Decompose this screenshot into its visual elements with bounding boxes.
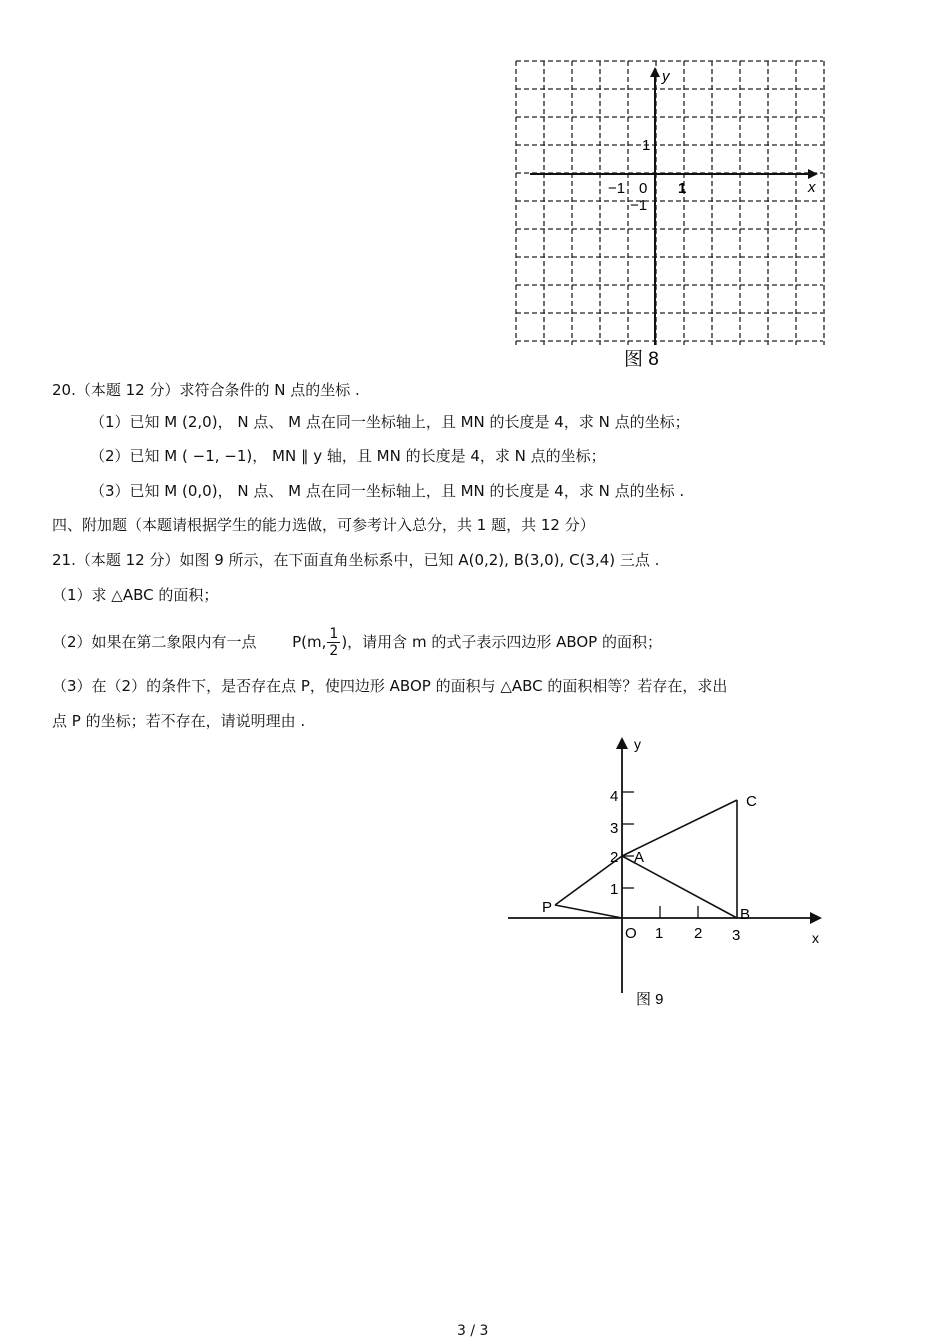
fig9-y-tick-label-3: 3	[610, 820, 619, 837]
fig8-caption: 图 8	[624, 349, 659, 370]
q21-item-3-line-1: （3）在（2）的条件下，是否存在点 P，使四边形 ABOP 的面积与 △ABC 的面积相等？若存在，求出	[52, 677, 728, 695]
fig9-x-tick-label-1: 1	[655, 925, 664, 942]
q21-item-2-post: ，请用含 m 的式子表示四边形 ABOP 的面积；	[347, 633, 662, 651]
q21-title: 21.（本题 12 分）如图 9 所示，在下面直角坐标系中，已知 A(0,2), B(3,0), C(3,4) 三点 .	[52, 551, 660, 569]
q20-item-2: （2）已知 M ( −1, −1)， MN ∥ y 轴，且 MN 的长度是 4，求 N 点的坐标；	[90, 447, 606, 465]
fig9-y-axis-label: y	[634, 736, 641, 752]
fig8-origin: 0	[639, 180, 648, 197]
fig8-tick-neg-one-x: −1	[608, 180, 626, 197]
section-4-title: 四、附加题（本题请根据学生的能力选做，可参考计入总分，共 1 题，共 12 分）	[52, 516, 595, 534]
q21-fraction-den: 2	[329, 643, 339, 659]
q21-point-p-pre: P(m,	[292, 633, 327, 651]
q21-item-2-pre: （2）如果在第二象限内有一点	[52, 633, 257, 651]
figure-8-grid	[510, 55, 830, 375]
q21-item-2	[52, 620, 662, 664]
fig9-x-axis-label: x	[812, 930, 819, 946]
fig9-point-label-c: C	[746, 793, 757, 810]
fig8-tick-one-x: 1	[678, 180, 687, 197]
q20-item-3: （3）已知 M (0,0)， N 点、 M 点在同一坐标轴上，且 MN 的长度是 4，求 N 点的坐标 .	[90, 482, 685, 500]
fig9-y-tick-label-1: 1	[610, 881, 619, 898]
fig9-y-arrow-icon	[616, 737, 628, 749]
fig9-x-tick-label-2: 2	[694, 925, 703, 942]
fig9-origin-label: O	[625, 925, 637, 942]
q21-point-p-post: )	[341, 633, 348, 651]
fig8-tick-neg-one-y: −1	[630, 197, 648, 214]
figure-9	[500, 725, 840, 1025]
fig9-y-tick-label-2: 2	[610, 849, 619, 866]
q21-item-3-line-2: 点 P 的坐标；若不存在，请说明理由 .	[52, 712, 306, 730]
fig9-x-arrow-icon	[810, 912, 822, 924]
fig9-point-label-b: B	[740, 906, 751, 923]
fig8-tick-pos-one-y: 1	[642, 137, 651, 154]
fig9-x-tick-label-3: 3	[732, 927, 741, 944]
q21-fraction-num: 1	[329, 626, 339, 642]
fig8-y-arrow-icon	[650, 67, 660, 77]
page-number: 3 / 3	[457, 1323, 489, 1339]
fig8-x-label: x	[808, 179, 816, 196]
fig9-segment-ac	[622, 800, 737, 856]
fig9-point-label-p: P	[542, 899, 553, 916]
q20-item-1: （1）已知 M (2,0)， N 点、 M 点在同一坐标轴上，且 MN 的长度是 4，求 N 点的坐标；	[90, 413, 690, 431]
q21-fraction	[327, 626, 340, 659]
fig9-point-label-a: A	[634, 849, 645, 866]
fig9-caption: 图 9	[636, 991, 664, 1008]
fig9-y-tick-label-4: 4	[610, 788, 619, 805]
fig8-x-arrow-icon	[808, 169, 818, 179]
fig8-y-label: y	[662, 68, 670, 85]
q20-title: 20.（本题 12 分）求符合条件的 N 点的坐标 .	[52, 381, 360, 399]
fig9-segment-po	[555, 905, 622, 918]
q21-item-1: （1）求 △ABC 的面积；	[52, 586, 219, 604]
